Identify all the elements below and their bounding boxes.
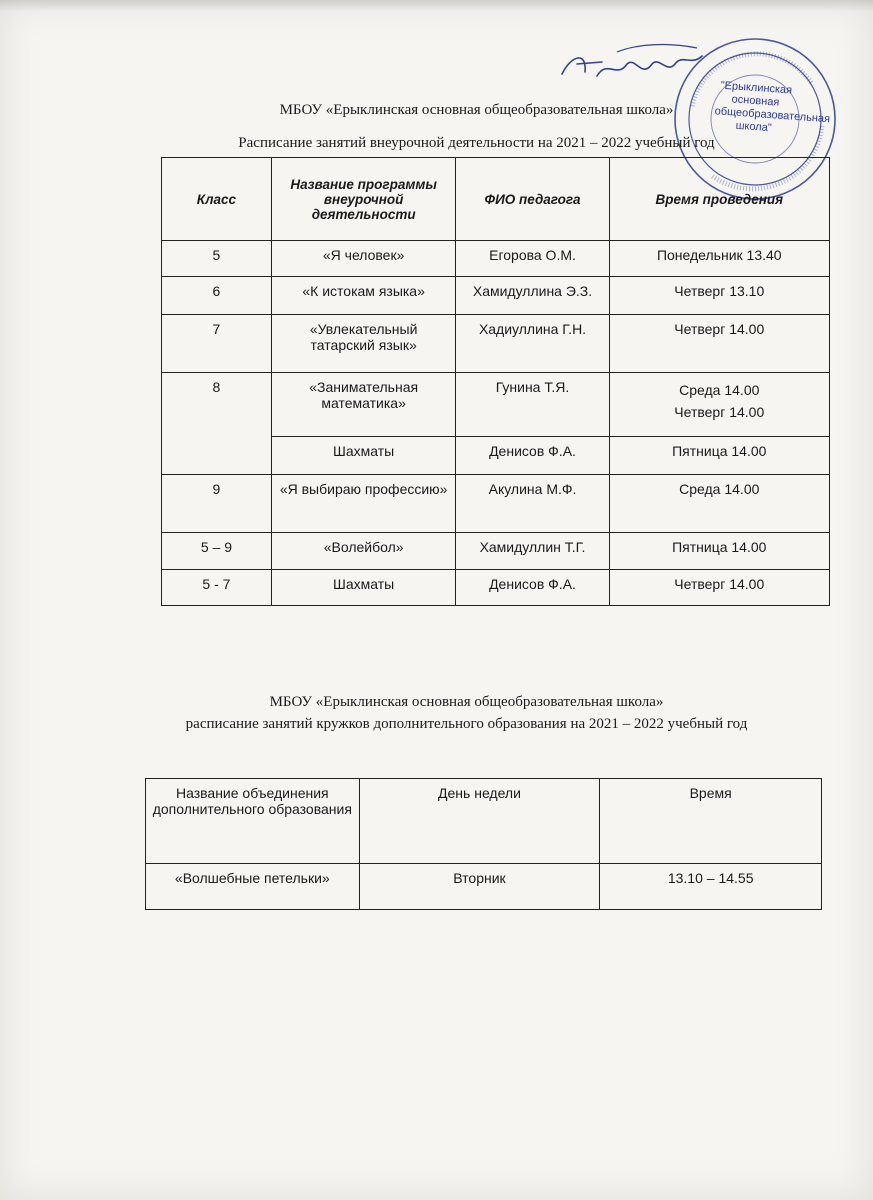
cell-program: Шахматы — [271, 437, 456, 475]
table-header-row — [162, 158, 830, 241]
cell-teacher: Хамидуллина Э.З. — [456, 277, 609, 315]
table-row — [162, 533, 830, 570]
header-teacher: ФИО педагога — [456, 158, 609, 241]
header-time: Время проведения — [609, 158, 829, 241]
cell-time: Среда 14.00 — [609, 475, 829, 533]
scan-top-edge — [0, 0, 873, 12]
cell-class: 8 — [162, 373, 272, 475]
schedule-title: Расписание занятий внеурочной деятельности на 2021 – 2022 учебный год — [238, 135, 715, 151]
cell-program: «Занимательная математика» — [271, 373, 456, 437]
school-name-heading-2: МБОУ «Ерыклинская основная общеобразовательная школа» — [269, 694, 664, 710]
cell-program: «Увлекательный татарский язык» — [271, 315, 456, 373]
cell-teacher: Денисов Ф.А. — [456, 437, 609, 475]
cell-class: 5 – 9 — [162, 533, 272, 570]
table-row — [162, 277, 830, 315]
time-line-2: Четверг 14.00 — [674, 404, 765, 420]
cell-class: 6 — [162, 277, 272, 315]
cell-weekday: Вторник — [359, 864, 600, 910]
cell-program: «К истокам языка» — [271, 277, 456, 315]
clubs-schedule-table — [145, 778, 822, 910]
table-header-row — [146, 779, 822, 864]
cell-teacher: Хамидуллин Т.Г. — [456, 533, 609, 570]
cell-class: 5 — [162, 241, 272, 277]
extracurricular-schedule-table — [161, 157, 830, 606]
cell-time: Пятница 14.00 — [609, 533, 829, 570]
cell-club-name: «Волшебные петельки» — [146, 864, 360, 910]
cell-program: «Волейбол» — [271, 533, 456, 570]
header-weekday: День недели — [359, 779, 600, 864]
time-line-1: Среда 14.00 — [679, 382, 760, 398]
cell-time: Понедельник 13.40 — [609, 241, 829, 277]
stamp-text: "Ерыклинская основная общеобразовательная школа" — [714, 79, 831, 135]
cell-teacher: Хадиуллина Г.Н. — [456, 315, 609, 373]
cell-class: 7 — [162, 315, 272, 373]
cell-time: Четверг 14.00 — [609, 315, 829, 373]
table-row — [162, 241, 830, 277]
cell-time — [609, 373, 829, 437]
cell-program: «Я выбираю профессию» — [271, 475, 456, 533]
table-row — [162, 570, 830, 606]
header-class: Класс — [162, 158, 272, 241]
cell-program: Шахматы — [271, 570, 456, 606]
cell-time: Четверг 14.00 — [609, 570, 829, 606]
table-row — [146, 864, 822, 910]
cell-class: 5 - 7 — [162, 570, 272, 606]
header-program: Название программы внеурочной деятельности — [271, 158, 456, 241]
cell-time: Четверг 13.10 — [609, 277, 829, 315]
cell-class: 9 — [162, 475, 272, 533]
table-row — [162, 315, 830, 373]
cell-teacher: Егорова О.М. — [456, 241, 609, 277]
header-time: Время — [600, 779, 822, 864]
clubs-schedule-title: расписание занятий кружков дополнительного образования на 2021 – 2022 учебный год — [185, 716, 748, 732]
table-row — [162, 475, 830, 533]
cell-time: Пятница 14.00 — [609, 437, 829, 475]
table-row — [162, 373, 830, 437]
cell-teacher: Денисов Ф.А. — [456, 570, 609, 606]
header-club-name: Название объединения дополнительного образования — [146, 779, 360, 864]
cell-teacher: Акулина М.Ф. — [456, 475, 609, 533]
cell-time: 13.10 – 14.55 — [600, 864, 822, 910]
school-name-heading: МБОУ «Ерыклинская основная общеобразовательная школа» — [279, 102, 674, 118]
cell-program: «Я человек» — [271, 241, 456, 277]
cell-teacher: Гунина Т.Я. — [456, 373, 609, 437]
